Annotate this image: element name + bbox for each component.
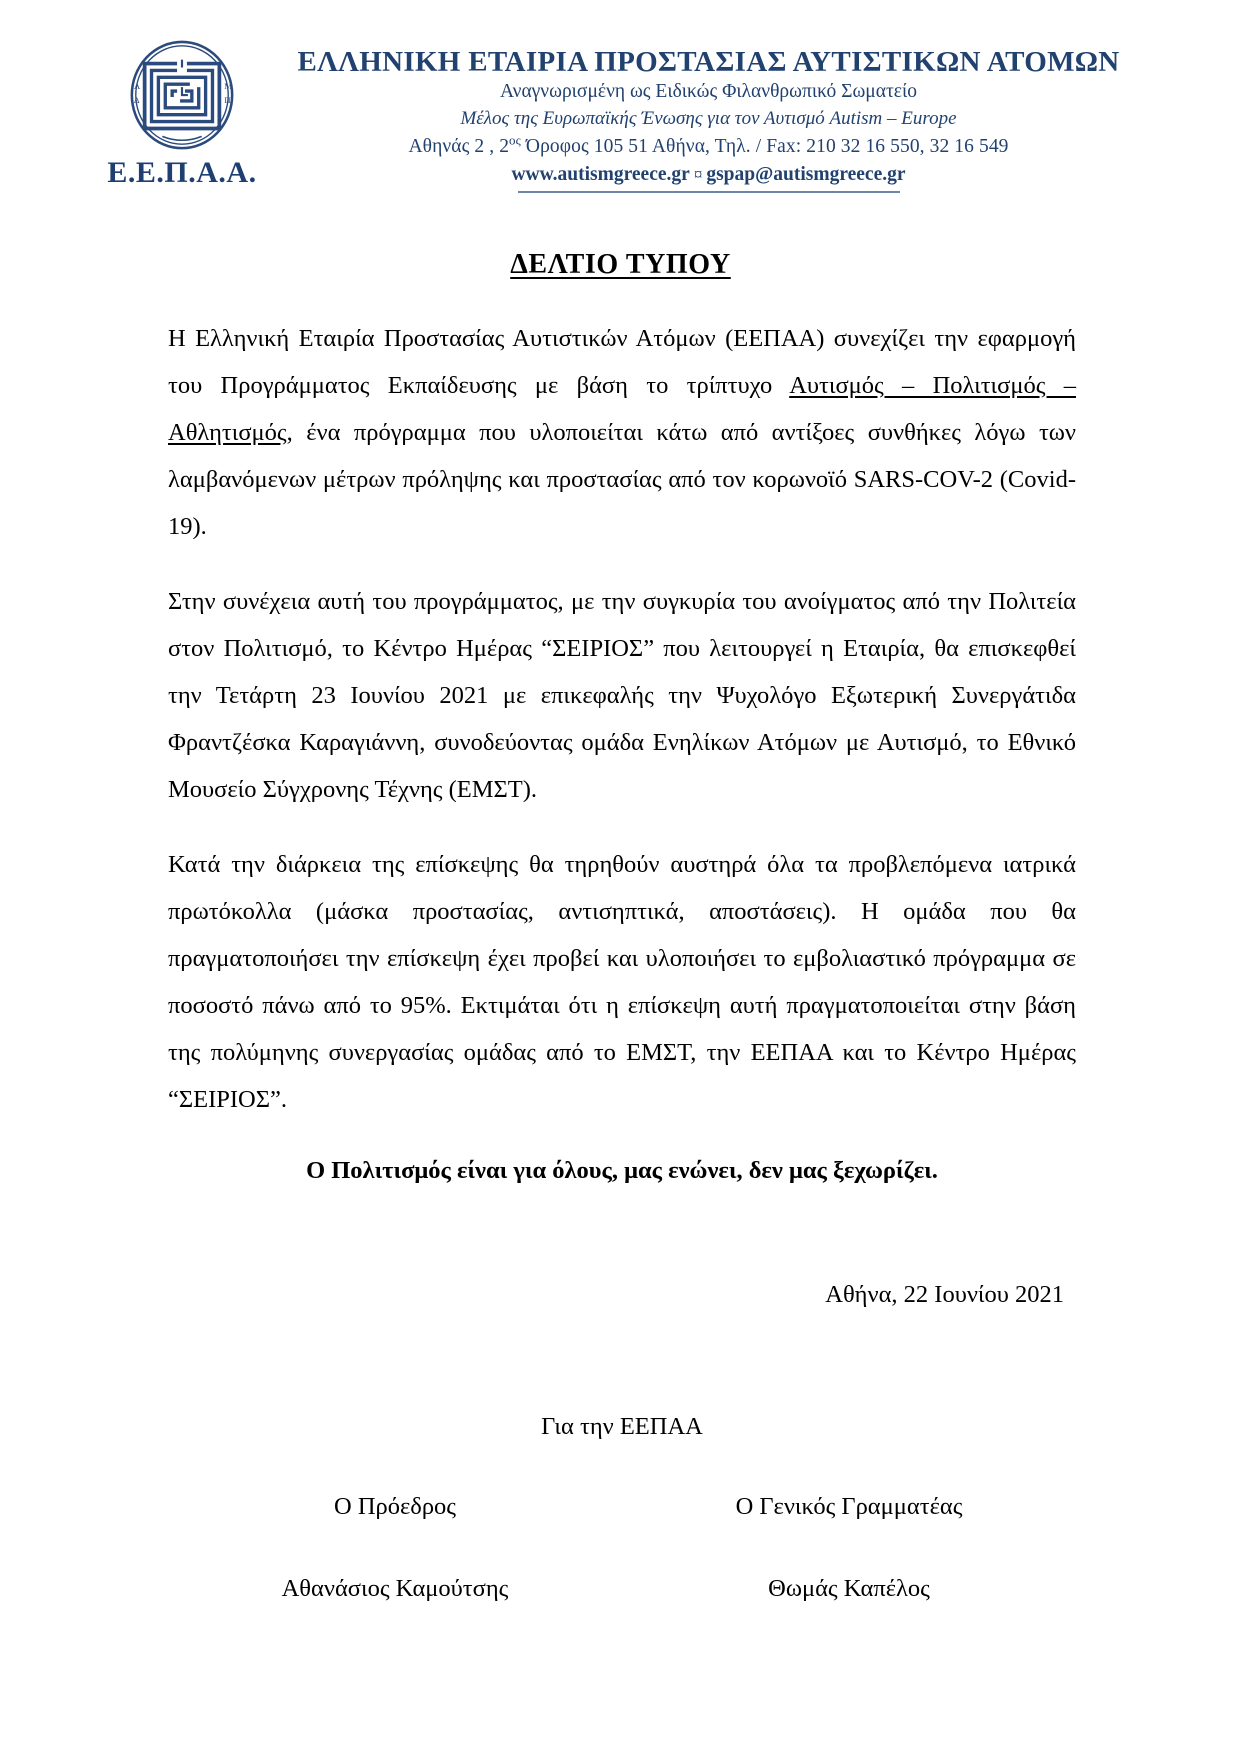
organization-membership-line: Μέλος της Ευρωπαϊκής Ένωσης για τον Αυτισμό Autism – Europe — [460, 108, 957, 130]
logo-abbreviation: Ε.Ε.Π.Α.Α. — [107, 156, 257, 189]
organization-address-line — [266, 133, 1151, 161]
letterhead-divider — [518, 191, 900, 193]
paragraph-1-part-a: Η Ελληνική Εταιρία Προστασίας Αυτιστικών Ατόμων (ΕΕΠΑΑ) συνεχίζει την εφαρμογή του Προγράμματος Εκπαίδευσης με βάση το τρίπτυχο — [168, 324, 1076, 399]
document-body — [0, 315, 1241, 1604]
signoff-intro: Για την ΕΕΠΑΑ — [541, 1413, 703, 1441]
svg-text:Α: Α — [133, 81, 141, 92]
address-prefix: Αθηνάς 2 , 2 — [408, 136, 510, 158]
website-link[interactable]: www.autismgreece.gr — [511, 163, 690, 185]
envelope-icon: ¤ — [693, 164, 703, 184]
letterhead — [0, 0, 1241, 193]
address-ordinal: ος — [509, 132, 521, 148]
signature-president — [168, 1493, 622, 1603]
signature-name-president: Αθανάσιος Καμούτσης — [281, 1575, 509, 1603]
signature-name-secretary: Θωμάς Καπέλος — [768, 1575, 930, 1603]
address-suffix: Όροφος 105 51 Αθήνα, Τηλ. / Fax: 210 32 16 550, 32 16 549 — [520, 136, 1009, 158]
organization-title: ΕΛΛΗΝΙΚΗ ΕΤΑΙΡΙΑ ΠΡΟΣΤΑΣΙΑΣ ΑΥΤΙΣΤΙΚΩΝ ΑΤΟΜΩΝ — [297, 46, 1120, 78]
slogan-text: Ο Πολιτισμός είναι για όλους, μας ενώνει, δεν μας ξεχωρίζει. — [306, 1157, 938, 1185]
svg-text:Μ: Μ — [224, 81, 233, 92]
dateline: Αθήνα, 22 Ιουνίου 2021 — [825, 1281, 1064, 1309]
organization-recognition-line: Αναγνωρισμένη ως Ειδικώς Φιλανθρωπικό Σωματείο — [500, 81, 917, 103]
organization-web-line — [266, 164, 1151, 186]
email-link[interactable]: gspap@autismgreece.gr — [706, 163, 906, 185]
svg-text:Δ: Δ — [133, 94, 140, 105]
page-title: ΔΕΛΤΙΟ ΤΥΠΟΥ — [510, 248, 731, 280]
paragraph-1-part-b: , ένα πρόγραμμα που υλοποιείται κάτω από αντίξοες συνθήκες λόγω των λαμβανόμενων μέτρων πρόληψης και προστασίας από τον κορωνοϊό SARS-COV-2 (Covid-19). — [168, 418, 1076, 540]
svg-text:Π: Π — [224, 94, 231, 105]
letterhead-text — [266, 30, 1151, 193]
paragraph-2: Στην συνέχεια αυτή του προγράμματος, με την συγκυρία του ανοίγματος από την Πολιτεία στον Πολιτισμό, το Κέντρο Ημέρας “ΣΕΙΡΙΟΣ” που λειτουργεί η Εταιρία, θα επισκεφθεί την Τετάρτη 23 Ιουνίου 2021 με επικεφαλής την Ψυχολόγο Εξωτερική Συνεργάτιδα Φραντζέσκα Καραγιάννη, συνοδεύοντας ομάδα Ενηλίκων Ατόμων με Αυτισμό, το Εθνικό Μουσείο Σύγχρονης Τέχνης (ΕΜΣΤ). — [168, 587, 1076, 804]
paragraph-1 — [168, 315, 1076, 550]
paragraph-3: Κατά την διάρκεια της επίσκεψης θα τηρηθούν αυστηρά όλα τα προβλεπόμενα ιατρικά πρωτόκολλα (μάσκα προστασίας, αντισηπτικά, αποστάσεις). Η ομάδα που θα πραγματοποιήσει την επίσκεψη έχει προβεί και υλοποιήσει το εμβολιαστικό πρόγραμμα σε ποσοστό πάνω από το 95%. Εκτιμάται ότι η επίσκεψη αυτή πραγματοποιείται στην βάση της πολύμηνης συνεργασίας ομάδας από το ΕΜΣΤ, την ΕΕΠΑΑ και το Κέντρο Ημέρας “ΣΕΙΡΙΟΣ”. — [168, 851, 1076, 1114]
signature-role-president: Ο Πρόεδρος — [334, 1493, 456, 1521]
paragraph-1-underlined-phrase: Αυτισμός – Πολιτισμός – Αθλητισμός — [168, 371, 1076, 446]
signature-role-secretary: Ο Γενικός Γραμματέας — [735, 1493, 963, 1521]
signature-secretary — [622, 1493, 1076, 1603]
signature-block — [168, 1493, 1076, 1603]
labyrinth-seal-logo-icon — [123, 38, 241, 156]
logo-block — [98, 30, 266, 188]
